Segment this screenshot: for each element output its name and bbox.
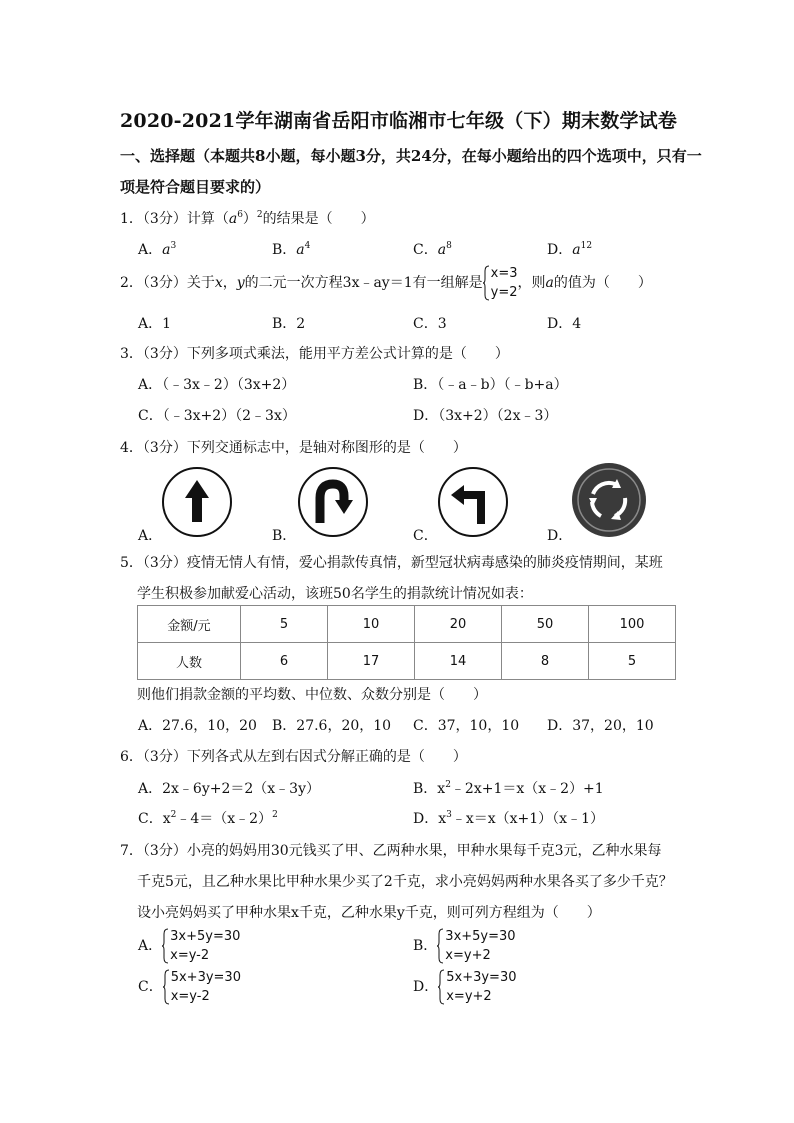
q4-option-d[interactable]: D． bbox=[547, 528, 573, 544]
q1-option-a[interactable]: A．$a^3$ bbox=[138, 241, 177, 258]
q7-option-c[interactable]: C． 5x+3y=30 x=y-2 bbox=[138, 970, 241, 1004]
q1-option-d[interactable]: D．$a^{12}$ bbox=[547, 241, 593, 258]
table-cell: 50 bbox=[502, 606, 589, 643]
question-6: 6．（3分）下列各式从左到右因式分解正确的是（ ） bbox=[120, 749, 467, 765]
table-cell: 6 bbox=[241, 643, 328, 680]
table-row bbox=[138, 643, 676, 680]
table-cell: 20 bbox=[415, 606, 502, 643]
q3-option-a[interactable]: A．（﹣3x﹣2）（3x+2） bbox=[138, 377, 296, 393]
left-turn-sign-icon bbox=[437, 466, 509, 538]
q3-option-c[interactable]: C．（﹣3x+2）（2﹣3x） bbox=[138, 408, 296, 424]
q6-option-d[interactable]: D．$x^3﹣x=x(x+1)(x﹣1)$ bbox=[413, 810, 604, 827]
section-header-line2: 项是符合题目要求的） bbox=[120, 178, 271, 196]
q6-option-a[interactable]: A．2x﹣6y+2＝2（x﹣3y） bbox=[138, 781, 320, 797]
donation-table bbox=[137, 605, 676, 680]
q2-option-b[interactable]: B．2 bbox=[272, 316, 306, 332]
q4-option-b[interactable]: B． bbox=[272, 528, 297, 544]
page-title: 2020-2021学年湖南省岳阳市临湘市七年级（下）期末数学试卷 bbox=[120, 110, 678, 132]
q5-option-c[interactable]: C．37，10，10 bbox=[413, 718, 520, 734]
question-7-line1: 7．（3分）小亮的妈妈用30元钱买了甲、乙两种水果，甲种水果每千克3元，乙种水果每 bbox=[120, 843, 662, 859]
straight-arrow-sign-icon bbox=[161, 466, 233, 538]
q5-option-b[interactable]: B．27.6，20，10 bbox=[272, 718, 392, 734]
question-5-line1: 5．（3分）疫情无情人有情，爱心捐款传真情，新型冠状病毒感染的肺炎疫情期间，某班 bbox=[120, 555, 663, 571]
q7-option-a[interactable]: A． 3x+5y=30 x=y-2 bbox=[138, 929, 241, 963]
q2-option-d[interactable]: D．4 bbox=[547, 316, 582, 332]
q5-option-d[interactable]: D．37，20，10 bbox=[547, 718, 654, 734]
q3-option-d[interactable]: D．（3x+2）（2x﹣3） bbox=[413, 408, 558, 424]
q1-option-c[interactable]: C．$a^8$ bbox=[413, 241, 452, 258]
table-cell: 100 bbox=[589, 606, 676, 643]
table-cell: 金额/元 bbox=[138, 606, 241, 643]
table-row bbox=[138, 606, 676, 643]
q4-option-a[interactable]: A． bbox=[138, 528, 163, 544]
q5-option-a[interactable]: A．27.6，10，20 bbox=[138, 718, 257, 734]
question-5-prompt: 则他们捐款金额的平均数、中位数、众数分别是（ ） bbox=[137, 687, 487, 703]
u-turn-sign-icon bbox=[297, 466, 369, 538]
q1-option-b[interactable]: B．$a^4$ bbox=[272, 241, 311, 258]
table-cell: 5 bbox=[589, 643, 676, 680]
table-cell: 8 bbox=[502, 643, 589, 680]
question-2: 2．（3分）关于x，y的二元一次方程3x﹣ay＝1有一组解是 x=3 y=2，则a的值为（ ） bbox=[120, 266, 652, 300]
q2-solution-system: x=3 y=2 bbox=[483, 264, 518, 302]
roundabout-sign-icon bbox=[571, 462, 647, 538]
q6-option-b[interactable]: B．$x^2﹣2x+1=x(x﹣2)+1$ bbox=[413, 780, 604, 797]
q7-option-d[interactable]: D． 5x+3y=30 x=y+2 bbox=[413, 970, 517, 1004]
question-5-line2: 学生积极参加献爱心活动，该班50名学生的捐款统计情况如表： bbox=[137, 586, 533, 602]
table-cell: 17 bbox=[328, 643, 415, 680]
q2-option-a[interactable]: A．1 bbox=[138, 316, 172, 332]
table-cell: 10 bbox=[328, 606, 415, 643]
table-cell: 人数 bbox=[138, 643, 241, 680]
q6-option-c[interactable]: C．$x^2﹣4=(x﹣2)^2$ bbox=[138, 810, 278, 827]
table-cell: 14 bbox=[415, 643, 502, 680]
question-4: 4．（3分）下列交通标志中，是轴对称图形的是（ ） bbox=[120, 440, 467, 456]
question-3: 3．（3分）下列多项式乘法，能用平方差公式计算的是（ ） bbox=[120, 346, 509, 362]
section-header-line1: 一、选择题（本题共8小题，每小题3分，共24分，在每小题给出的四个选项中，只有一 bbox=[120, 147, 702, 165]
q7-option-b[interactable]: B． 3x+5y=30 x=y+2 bbox=[413, 929, 516, 963]
question-7-line2: 千克5元，且乙种水果比甲种水果少买了2千克，求小亮妈妈两种水果各买了多少千克？ bbox=[137, 874, 673, 890]
q3-option-b[interactable]: B．（﹣a﹣b）（﹣b+a） bbox=[413, 377, 568, 393]
table-cell: 5 bbox=[241, 606, 328, 643]
question-1: 1．（3分）计算$(a^6)^2$的结果是（ ） bbox=[120, 210, 375, 227]
question-7-line3: 设小亮妈妈买了甲种水果x千克，乙种水果y千克，则可列方程组为（ ） bbox=[137, 905, 601, 921]
q4-option-c[interactable]: C． bbox=[413, 528, 438, 544]
q2-option-c[interactable]: C．3 bbox=[413, 316, 447, 332]
